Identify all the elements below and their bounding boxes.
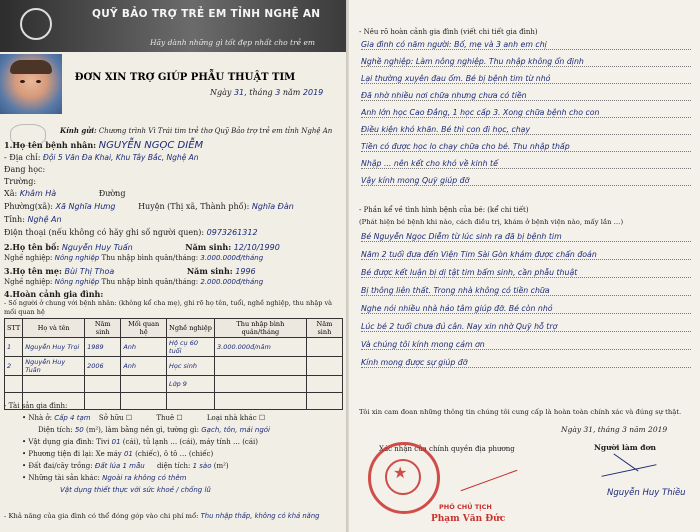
col-relation: Mối quan hệ: [121, 319, 167, 338]
applicant-name: Nguyễn Huy Thiều: [607, 488, 686, 498]
patient-name-row: 1.Họ tên bệnh nhân: NGUYỄN NGỌC DIỄM: [4, 140, 204, 151]
official-seal: ★: [368, 442, 440, 514]
handwritten-line: Năm 2 tuổi đưa đến Viện Tim Sài Gòn khám được chẩn đoán: [361, 250, 691, 260]
col-name: Họ và tên: [23, 319, 85, 338]
family-table: [4, 318, 343, 410]
org-name: QUỸ BẢO TRỢ TRẺ EM TỈNH NGHỆ AN: [92, 8, 321, 20]
form-date: Ngày 31, tháng 3 năm 2019: [210, 88, 324, 97]
local-confirm-label: Xác nhận của chính quyền địa phương: [379, 445, 515, 453]
col-year: Năm sinh: [85, 319, 121, 338]
school-row: Đang học:: [4, 165, 46, 174]
house-row: • Nhà ở: Cấp 4 tạm Sở hữu ☐ Thuê ☐ Loại nhà khác ☐: [22, 414, 266, 422]
land-row: • Đất đai/cây trồng: Đất lúa 1 mẫu diện tích: 1 sào (m²): [22, 462, 229, 470]
org-slogan: Hãy dành những gì tốt đẹp nhất cho trẻ em: [150, 38, 316, 47]
form-title: ĐƠN XIN TRỢ GIÚP PHẪU THUẬT TIM: [74, 72, 296, 83]
handwritten-line: Gia đình có năm người: Bố, mẹ và 3 anh em chị: [361, 40, 691, 50]
form-page-left: [0, 0, 349, 532]
handwritten-line: Vậy kính mong Quỹ giúp đỡ: [361, 176, 691, 186]
official-signature: [461, 470, 518, 491]
other-assets-row: • Những tài sản khác: Ngoài ra không có thêm: [22, 474, 187, 482]
ability-row: - Khả năng của gia đình có thể đóng góp vào chi phí mổ: Thu nhập thấp, không có khả năng: [4, 512, 320, 520]
handwritten-line: Lại thường xuyên đau ốm. Bé bị bệnh tim từ nhỏ: [361, 74, 691, 84]
handwritten-line: Lúc bé 2 tuổi chưa đủ cân. Nay xin nhờ Quỹ hỗ trợ: [361, 322, 691, 332]
patient-photo: [0, 54, 62, 114]
col-year2: Năm sinh: [306, 319, 342, 338]
col-stt: STT: [5, 319, 23, 338]
illness-hint: (Phát hiện bé bệnh khi nào, cách điều trị, khám ở bệnh viện nào, mấy lần …): [359, 218, 624, 226]
official-name: Phạm Văn Đức: [431, 514, 506, 524]
family-section-desc: - Số người ở chung với bệnh nhân: (không kể cha mẹ), ghi rõ họ tên, tuổi, nghề nghiệp, thu nhập và mối quan hệ: [4, 299, 332, 316]
handwritten-line: Bé Nguyễn Ngọc Diễm từ lúc sinh ra đã bị bệnh tim: [361, 232, 691, 242]
other-assets-row2: Vật dụng thiết thực với sức khoẻ / chống lũ: [60, 486, 211, 494]
illness-label: - Phần kể về tình hình bệnh của bé: (kể chi tiết): [359, 206, 529, 214]
handwritten-line: Bé được kết luận bị dị tật tim bẩm sinh, cần phẫu thuật: [361, 268, 691, 278]
handwritten-line: Nghề nghiệp: Làm nông nghiệp. Thu nhập không ổn định: [361, 57, 691, 67]
col-job: Nghề nghiệp: [167, 319, 215, 338]
table-row: 2 Nguyễn Huy Tuấn 2006 Anh Học sinh: [5, 357, 343, 376]
org-logo: [20, 8, 52, 40]
transport-row: • Phương tiện đi lại: Xe máy 01 (chiếc), ô tô … (chiếc): [22, 450, 214, 458]
handwritten-line: Nhập ... nên kết cho khó về kinh tế: [361, 159, 691, 169]
handwritten-line: Nghe nói nhiều nhà hảo tâm giúp đỡ. Bé còn nhỏ: [361, 304, 691, 314]
handwritten-line: Bị thông liên thất. Trong nhà không có tiền chữa: [361, 286, 691, 296]
handwritten-line: Và chúng tôi kính mong cảm ơn: [361, 340, 691, 350]
mother-row: 3.Họ tên mẹ: Bùi Thị Thoa Năm sinh: 1996: [4, 266, 256, 276]
sign-date: Ngày 31, tháng 3 năm 2019: [561, 425, 668, 434]
family-section-title: 4.Hoàn cảnh gia đình:: [4, 289, 104, 299]
table-row: 1 Nguyễn Huy Trọi 1989 Anh Hộ cụ 60 tuổi 3.000.000đ/năm: [5, 338, 343, 357]
commune-row: Xã: Khâm Hà Đường: [4, 189, 126, 198]
recipient: Kính gửi: Chương trình Vì Trái tim trẻ thơ Quỹ Bảo trợ trẻ em tỉnh Nghệ An: [60, 126, 333, 135]
school2-row: Trường:: [4, 177, 37, 186]
handwritten-line: Đã nhờ nhiều nơi chữa nhưng chưa có tiền: [361, 91, 691, 101]
official-title: PHÓ CHỦ TỊCH: [439, 503, 492, 511]
handwritten-line: Điều kiện khó khăn. Bé thì con đi học, chạy: [361, 125, 691, 135]
ward-row: Phường(xã): Xã Nghĩa Hưng Huyện (Thị xã, Thành phố): Nghĩa Đàn: [4, 202, 294, 211]
items-row: • Vật dụng gia đình: Tivi 01 (cái), tủ lạnh … (cái), máy tính … (cái): [22, 438, 258, 446]
situation-label: - Nêu rõ hoàn cảnh gia đình (viết chi tiết gia đình): [359, 28, 538, 36]
applicant-signature: [602, 464, 657, 477]
assets-label: - Tài sản gia đình:: [4, 402, 68, 410]
table-row: Lớp 9: [5, 376, 343, 393]
applicant-label: Người làm đơn: [594, 443, 656, 452]
address-row: - Địa chỉ: Đội 5 Văn Đa Khai, Khu Tây Bắc, Nghệ An: [4, 153, 199, 162]
phone-row: Điện thoại (nếu không có hãy ghi số người quen): 0973261312: [4, 228, 258, 237]
father-job-row: Nghề nghiệp: Nông nghiệp Thu nhập bình quân/tháng: 3.000.000đ/tháng: [4, 254, 264, 262]
province-row: Tỉnh: Nghệ An: [4, 215, 62, 224]
handwritten-line: Anh lớn học Cao Đẳng, 1 học cấp 3. Xong chữa bệnh cho con: [361, 108, 691, 118]
col-income: Thu nhập bình quân/tháng: [215, 319, 307, 338]
commitment: Tôi xin cam đoan những thông tin chúng tôi cung cấp là hoàn toàn chính xác và đúng sự thật.: [359, 408, 682, 416]
handwritten-line: Tiền có được học lo chạy chữa cho bé. Thu nhập thấp: [361, 142, 691, 152]
org-banner: [0, 0, 349, 52]
handwritten-line: Kính mong được sự giúp đỡ: [361, 358, 691, 368]
mother-job-row: Nghề nghiệp: Nông nghiệp Thu nhập bình quân/tháng: 2.000.000đ/tháng: [4, 278, 264, 286]
area-row: Diện tích: 50 (m²), làm bằng nền gì, tường gì: Gạch, tôn, mái ngói: [38, 426, 270, 434]
father-row: 2.Họ tên bố: Nguyễn Huy Tuấn Năm sinh: 12/10/1990: [4, 242, 280, 252]
